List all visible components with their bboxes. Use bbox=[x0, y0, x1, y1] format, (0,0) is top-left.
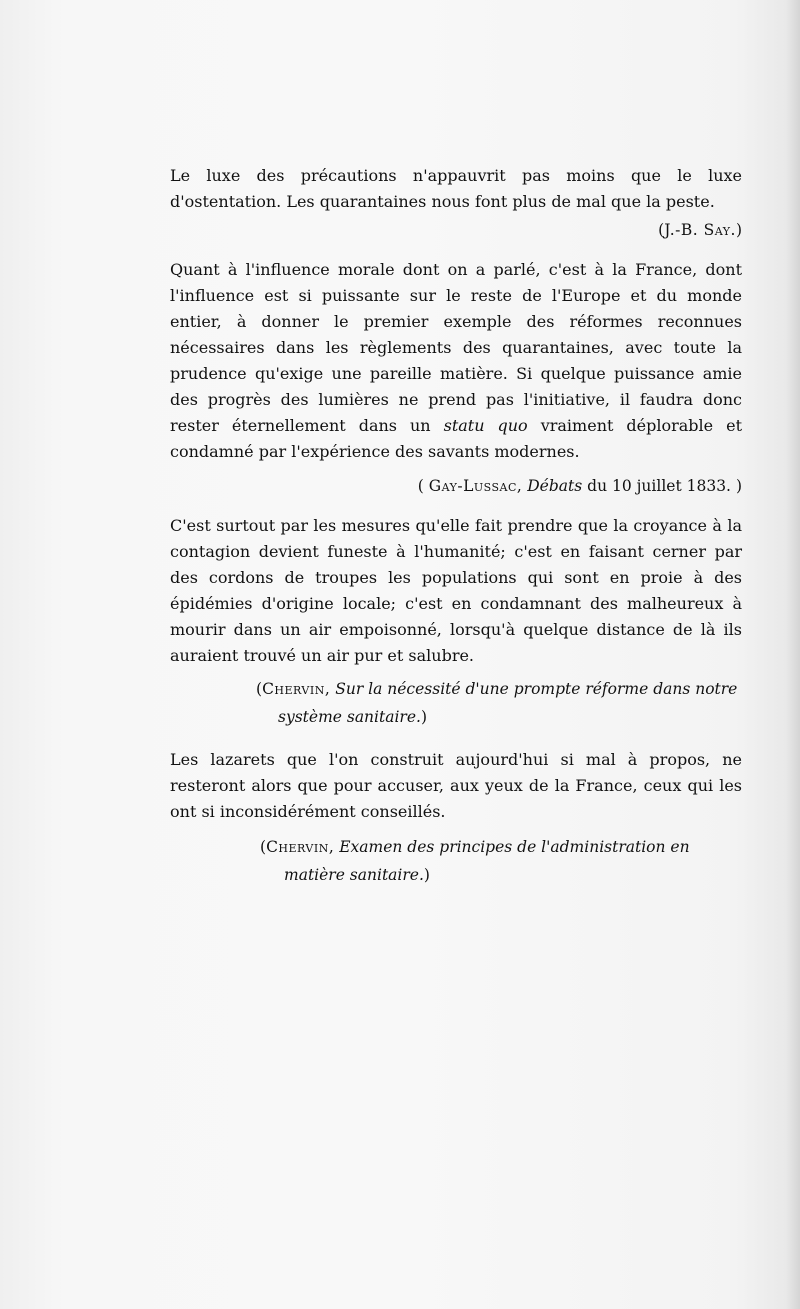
attr-work-line2: système sanitaire. bbox=[278, 708, 421, 726]
paragraph-chervin-2 bbox=[170, 747, 742, 825]
paragraph-chervin-1-text: C'est surtout par les mesures qu'elle fait prendre que la croyance à la contagion devient funeste à l'humanité; c'est en faisant cerner par des cordons de troupes les populations qui sont en proie à des épidémies d'origine locale; c'est en condamnant des malheureux à mourir dans un air empoisonné, lorsqu'à quelque distance de là ils auraient trouvé un air pur et salubre. bbox=[170, 516, 742, 665]
attr-open: ( bbox=[417, 477, 424, 495]
paragraph-say bbox=[170, 163, 742, 215]
attribution-say bbox=[170, 217, 742, 243]
paragraph-gay-lussac-end: vraiment déplorable et condamné par l'expérience des savants modernes. bbox=[170, 416, 743, 461]
attr-author: Chervin, bbox=[266, 838, 335, 856]
attr-work-line1: Sur la nécessité d'une prompte réforme dans notre bbox=[335, 680, 738, 698]
attribution-chervin-2 bbox=[260, 833, 742, 889]
attr-work-line2: matière sanitaire. bbox=[284, 866, 424, 884]
page-edge-shadow bbox=[786, 0, 800, 1309]
attr-author: J.-B. Say. bbox=[664, 221, 736, 239]
attr-open: ( bbox=[658, 221, 665, 239]
main-text bbox=[170, 163, 742, 889]
paragraph-chervin-1 bbox=[170, 513, 742, 669]
attr-author: Chervin, bbox=[262, 680, 331, 698]
attr-close: ) bbox=[423, 866, 430, 884]
attr-close: ) bbox=[735, 477, 742, 495]
attr-close: ) bbox=[420, 708, 427, 726]
attr-work-line1: Examen des principes de l'administration en bbox=[339, 838, 690, 856]
attr-author: Gay-Lussac, bbox=[428, 477, 523, 495]
attr-open: ( bbox=[260, 838, 267, 856]
attribution-chervin-1 bbox=[256, 675, 742, 731]
paragraph-gay-lussac bbox=[170, 257, 742, 465]
paragraph-say-text: Le luxe des précautions n'appauvrit pas moins que le luxe d'ostentation. Les quarantaines nous font plus de mal que la peste. bbox=[170, 166, 742, 211]
attr-date: du 10 juillet 1833. bbox=[587, 477, 731, 495]
paragraph-gay-lussac-text: Quant à l'influence morale dont on a parlé, c'est à la France, dont l'influence est si puissante sur le reste de l'Europe et du monde entier, à donner le premier exemple des réformes reconnues nécessaires dans les règlements des quarantaines, avec toute la prudence qu'exige une pareille matière. Si quelque puissance amie des progrès des lumières ne prend pas l'initiative, il faudra donc rester éternellement dans un bbox=[170, 260, 742, 435]
attribution-gay-lussac bbox=[170, 473, 742, 499]
attr-open: ( bbox=[256, 680, 263, 698]
paragraph-chervin-2-text: Les lazarets que l'on construit aujourd'hui si mal à propos, ne resteront alors que pour accuser, aux yeux de la France, ceux qui les ont si inconsidérément conseillés. bbox=[170, 750, 742, 821]
attr-work: Débats bbox=[527, 477, 583, 495]
attr-close: ) bbox=[735, 221, 742, 239]
italic-statu-quo: statu quo bbox=[443, 416, 528, 435]
